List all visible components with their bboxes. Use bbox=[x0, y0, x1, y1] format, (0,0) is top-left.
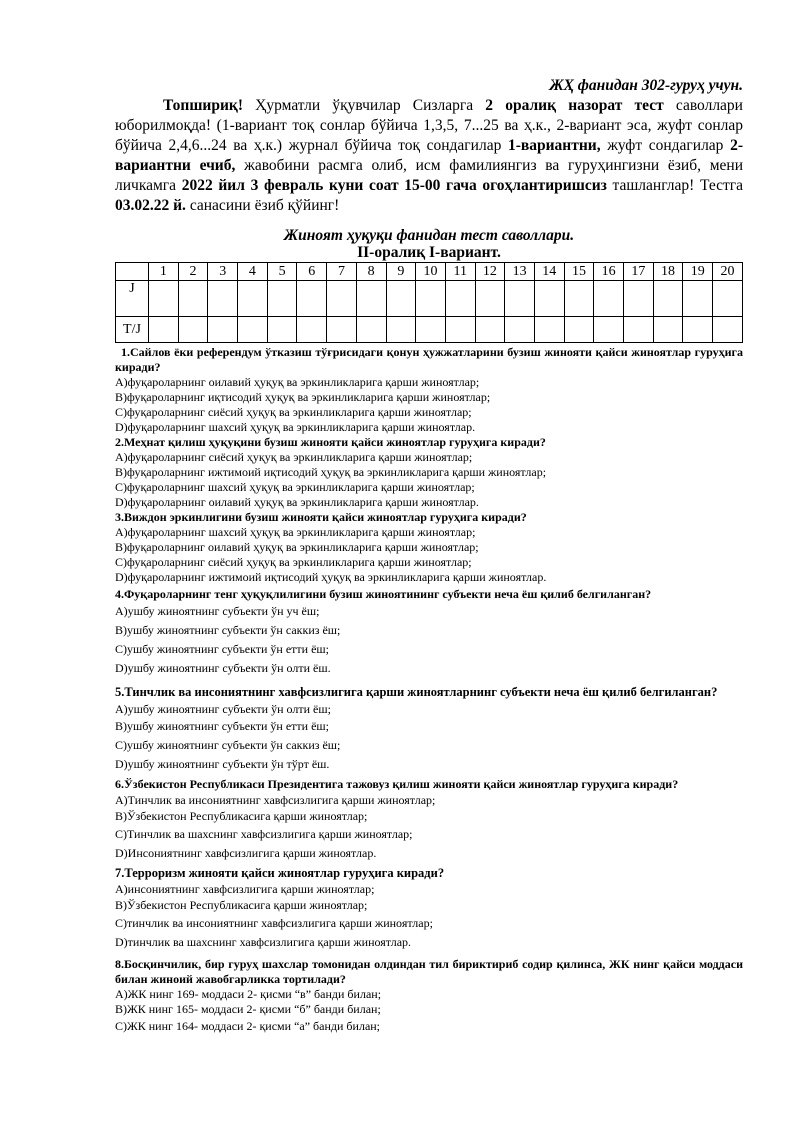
question-text: 2.Меҳнат қилиш ҳуқуқини бузиш жинояти қайси жиноятлар гуруҳига киради? bbox=[115, 435, 546, 449]
date-text: 03.02.22 й. bbox=[115, 197, 186, 214]
answer-cell[interactable] bbox=[653, 281, 683, 317]
answer-option: D)фуқароларнинг ижтимоий иқтисодий ҳуқуқ ва эркинликларига қарши жиноятлар. bbox=[115, 570, 547, 584]
answer-cell[interactable] bbox=[297, 281, 327, 317]
answer-cell[interactable] bbox=[534, 281, 564, 317]
answer-cell[interactable] bbox=[534, 317, 564, 343]
question-number-cell: 2 bbox=[178, 263, 208, 281]
answer-option: D)ушбу жиноятнинг субъекти ўн олти ёш. bbox=[115, 661, 331, 675]
answer-cell[interactable] bbox=[149, 317, 179, 343]
answer-cell[interactable] bbox=[238, 281, 268, 317]
table-corner-cell bbox=[116, 263, 149, 281]
answer-row-tj bbox=[116, 317, 743, 343]
answer-option: D)ушбу жиноятнинг субъекти ўн тўрт ёш. bbox=[115, 757, 330, 771]
answer-cell[interactable] bbox=[445, 317, 475, 343]
answer-option: C)ЖК нинг 164- моддаси 2- қисми “а” банди билан; bbox=[115, 1019, 381, 1033]
answer-cell[interactable] bbox=[653, 317, 683, 343]
question-number-cell: 11 bbox=[445, 263, 475, 281]
answer-option: A)инсониятнинг хавфсизлигига қарши жиноятлар; bbox=[115, 882, 375, 896]
answer-option: A)Тинчлик ва инсониятнинг хавфсизлигига қарши жиноятлар; bbox=[115, 793, 436, 807]
answer-cell[interactable] bbox=[178, 281, 208, 317]
answer-cell[interactable] bbox=[386, 281, 416, 317]
answer-cell[interactable] bbox=[505, 317, 535, 343]
intro-text: санасини ёзиб қўйинг! bbox=[185, 197, 340, 214]
question-number-cell: 16 bbox=[594, 263, 624, 281]
answer-cell[interactable] bbox=[267, 281, 297, 317]
answer-option: C)Тинчлик ва шахснинг хавфсизлигига қарши жиноятлар; bbox=[115, 827, 413, 841]
question-number-cell: 7 bbox=[327, 263, 357, 281]
test-title: Жиноят ҳуқуқи фанидан тест саволлари. bbox=[283, 227, 575, 244]
answer-cell[interactable] bbox=[624, 317, 654, 343]
answer-cell[interactable] bbox=[505, 281, 535, 317]
answer-option: C)ушбу жиноятнинг субъекти ўн саккиз ёш; bbox=[115, 738, 341, 752]
question-text: 5.Тинчлик ва инсониятнинг хавфсизлигига қарши жиноятларнинг субъекти неча ёш қилиб белгиланган? bbox=[115, 685, 718, 699]
answer-cell[interactable] bbox=[564, 317, 594, 343]
variant-title: II-оралиқ I-вариант. bbox=[357, 244, 501, 261]
answer-option: B)ЖК нинг 165- моддаси 2- қисми “б” банди билан; bbox=[115, 1002, 381, 1016]
answer-option: C)фуқароларнинг сиёсий ҳуқуқ ва эркинликларига қарши жиноятлар; bbox=[115, 555, 472, 569]
answer-option: B)ушбу жиноятнинг субъекти ўн етти ёш; bbox=[115, 719, 329, 733]
answer-cell[interactable] bbox=[475, 281, 505, 317]
answer-option: A)фуқароларнинг сиёсий ҳуқуқ ва эркинликларига қарши жиноятлар; bbox=[115, 450, 473, 464]
answer-option: C)фуқароларнинг шахсий ҳуқуқ ва эркинликларига қарши жиноятлар; bbox=[115, 480, 475, 494]
answer-cell[interactable] bbox=[327, 281, 357, 317]
answer-option: B)Ўзбекистон Республикасига қарши жиноятлар; bbox=[115, 809, 368, 823]
row-label-j: J bbox=[116, 281, 149, 317]
answer-option: A)ушбу жиноятнинг субъекти ўн уч ёш; bbox=[115, 604, 320, 618]
answer-cell[interactable] bbox=[594, 281, 624, 317]
intro-text: Ҳурматли ўқувчилар Сизларга bbox=[242, 97, 486, 114]
answer-option: A)фуқароларнинг оилавий ҳуқуқ ва эркинликларига қарши жиноятлар; bbox=[115, 375, 480, 389]
question-text: 3.Виждон эркинлигини бузиш жинояти қайси жиноятлар гуруҳига киради? bbox=[115, 510, 527, 524]
question-number-cell: 20 bbox=[713, 263, 743, 281]
assignment-paragraph bbox=[115, 96, 743, 216]
row-label-tj: T/J bbox=[116, 317, 149, 343]
answer-row-j bbox=[116, 281, 743, 317]
answer-option: B)ушбу жиноятнинг субъекти ўн саккиз ёш; bbox=[115, 623, 341, 637]
answer-option: D)тинчлик ва шахснинг хавфсизлигига қарши жиноятлар. bbox=[115, 935, 412, 949]
question-text: 1.Сайлов ёки референдум ўтказиш тўғрисидаги қонун ҳужжатларини бузиш жинояти қайси жиноятлар гуруҳига киради? bbox=[115, 345, 743, 374]
intro-text: жуфт сондагилар bbox=[600, 137, 731, 154]
answer-option: D)фуқароларнинг шахсий ҳуқуқ ва эркинликларига қарши жиноятлар. bbox=[115, 420, 476, 434]
answer-option: A)ушбу жиноятнинг субъекти ўн олти ёш; bbox=[115, 702, 331, 716]
answer-cell[interactable] bbox=[683, 281, 713, 317]
intro-bold: 1-вариантни, bbox=[507, 137, 601, 154]
answer-option: C)тинчлик ва инсониятнинг хавфсизлигига қарши жиноятлар; bbox=[115, 916, 433, 930]
answer-cell[interactable] bbox=[356, 317, 386, 343]
answer-table bbox=[115, 262, 743, 343]
answer-option: B)фуқароларнинг иқтисодий ҳуқуқ ва эркинликларига қарши жиноятлар; bbox=[115, 390, 491, 404]
question-number-cell: 10 bbox=[416, 263, 446, 281]
question-number-cell: 1 bbox=[149, 263, 179, 281]
answer-cell[interactable] bbox=[327, 317, 357, 343]
answer-cell[interactable] bbox=[208, 317, 238, 343]
answer-cell[interactable] bbox=[416, 281, 446, 317]
assignment-label: Топшириқ! bbox=[163, 97, 243, 114]
answer-cell[interactable] bbox=[267, 317, 297, 343]
answer-option: B)Ўзбекистон Республикасига қарши жиноятлар; bbox=[115, 898, 368, 912]
question-number-cell: 18 bbox=[653, 263, 683, 281]
answer-table-header-row bbox=[116, 263, 743, 281]
answer-cell[interactable] bbox=[713, 317, 743, 343]
answer-option: B)фуқароларнинг оилавий ҳуқуқ ва эркинликларига қарши жиноятлар; bbox=[115, 540, 479, 554]
answer-cell[interactable] bbox=[297, 317, 327, 343]
question-number-cell: 8 bbox=[356, 263, 386, 281]
question-number-cell: 3 bbox=[208, 263, 238, 281]
intro-text: саволлари юборилмоқда! (1-вариант тоқ сонлар бўйича 1,3,5, 7...25 ва ҳ.к., 2-вариант эса, жуфт сонлар бўйича 2,4,6...24 ва ҳ.к.) журнал бўйича тоқ сондагилар bbox=[115, 97, 743, 154]
answer-cell[interactable] bbox=[445, 281, 475, 317]
question-text: 8.Босқинчилик, бир гуруҳ шахслар томонидан олдиндан тил бириктириб содир қилинса, ЖК нинг қайси моддаси билан жиноий жавобгарликка тортилади? bbox=[115, 957, 743, 986]
question-number-cell: 5 bbox=[267, 263, 297, 281]
question-text: 7.Терроризм жинояти қайси жиноятлар гуруҳига киради? bbox=[115, 866, 445, 880]
answer-option: D)фуқароларнинг оилавий ҳуқуқ ва эркинликларига қарши жиноятлар. bbox=[115, 495, 479, 509]
answer-cell[interactable] bbox=[208, 281, 238, 317]
question-text: 4.Фуқароларнинг тенг ҳуқуқлилигини бузиш жиноятининг субъекти неча ёш қилиб белгиланган? bbox=[115, 587, 652, 601]
question-number-cell: 13 bbox=[505, 263, 535, 281]
group-header: ЖҲ фанидан 302-гуруҳ учун. bbox=[549, 77, 743, 94]
question-text: 6.Ўзбекистон Республикаси Президентига тажовуз қилиш жинояти қайси жиноятлар гуруҳига киради? bbox=[115, 777, 679, 791]
answer-option: D)Инсониятнинг хавфсизлигига қарши жиноятлар. bbox=[115, 846, 377, 860]
answer-cell[interactable] bbox=[594, 317, 624, 343]
intro-bold: 2-вариантни ечиб, bbox=[115, 137, 743, 174]
answer-cell[interactable] bbox=[416, 317, 446, 343]
deadline-text: 2022 йил 3 февраль куни соат 15-00 гача огоҳлантиришсиз bbox=[181, 177, 607, 194]
question-number-cell: 19 bbox=[683, 263, 713, 281]
questions-list bbox=[115, 345, 743, 1036]
question-number-cell: 14 bbox=[534, 263, 564, 281]
question-number-cell: 9 bbox=[386, 263, 416, 281]
answer-cell[interactable] bbox=[713, 281, 743, 317]
answer-cell[interactable] bbox=[356, 281, 386, 317]
question-number-cell: 12 bbox=[475, 263, 505, 281]
answer-option: C)ушбу жиноятнинг субъекти ўн етти ёш; bbox=[115, 642, 329, 656]
answer-option: A)ЖК нинг 169- моддаси 2- қисми “в” банди билан; bbox=[115, 987, 382, 1001]
answer-cell[interactable] bbox=[178, 317, 208, 343]
intro-text: ташланглар! Тестга bbox=[606, 177, 743, 194]
question-number-cell: 4 bbox=[238, 263, 268, 281]
question-number-cell: 15 bbox=[564, 263, 594, 281]
intro-text: жавобини расмга олиб, исм фамилиянгиз ва гуруҳингизни ёзиб, мени личкамга bbox=[115, 157, 743, 194]
answer-option: B)фуқароларнинг ижтимоий иқтисодий ҳуқуқ ва эркинликларига қарши жиноятлар; bbox=[115, 465, 547, 479]
answer-cell[interactable] bbox=[683, 317, 713, 343]
answer-cell[interactable] bbox=[149, 281, 179, 317]
question-number-cell: 17 bbox=[624, 263, 654, 281]
answer-option: C)фуқароларнинг сиёсий ҳуқуқ ва эркинликларига қарши жиноятлар; bbox=[115, 405, 472, 419]
answer-cell[interactable] bbox=[238, 317, 268, 343]
answer-cell[interactable] bbox=[386, 317, 416, 343]
question-number-cell: 6 bbox=[297, 263, 327, 281]
answer-cell[interactable] bbox=[475, 317, 505, 343]
answer-cell[interactable] bbox=[564, 281, 594, 317]
answer-cell[interactable] bbox=[624, 281, 654, 317]
answer-option: A)фуқароларнинг шахсий ҳуқуқ ва эркинликларига қарши жиноятлар; bbox=[115, 525, 476, 539]
intro-bold: 2 оралиқ назорат тест bbox=[485, 97, 664, 114]
